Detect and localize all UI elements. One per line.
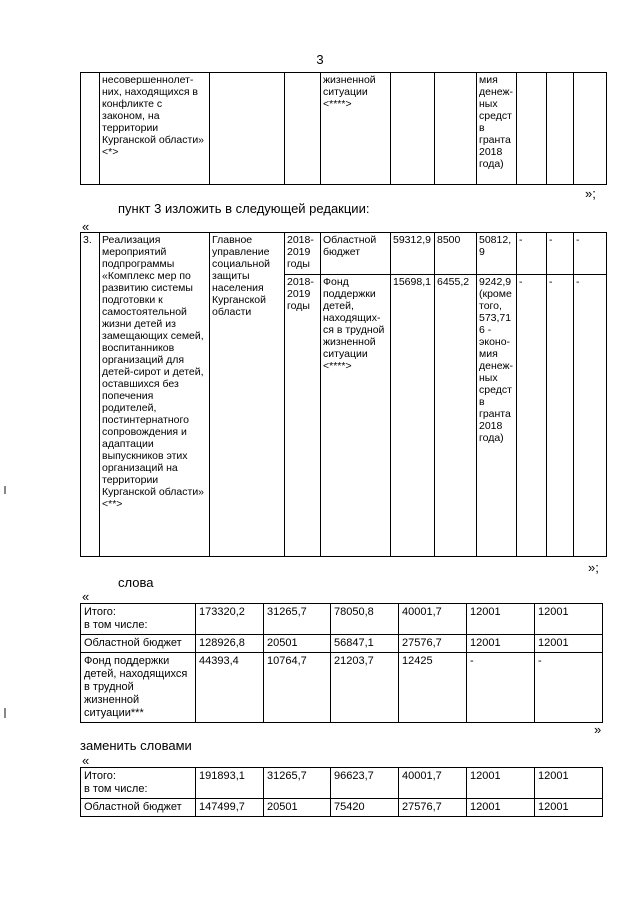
years-cell: 2018-2019 годы [285,233,321,275]
dash-cell: - [517,233,547,275]
value-cell: 12001 [535,604,603,635]
value-cell: 56847,1 [331,635,399,653]
note-cell: мия денеж-ных средст в гранта 2018 года) [477,73,517,185]
table-row [81,604,603,635]
value-cell: - [535,653,603,723]
value-cell: 12001 [467,635,535,653]
table-row [81,768,603,799]
funding-source-cell: Областной бюджет [321,233,391,275]
continuation-table [80,72,607,185]
value-cell: 21203,7 [331,653,399,723]
item-3-table [80,232,607,557]
dash-cell: - [574,233,607,275]
value-2018-cell: 8500 [435,233,477,275]
row-label: Областной бюджет [81,799,196,817]
value-2019-cell: 50812,9 [477,233,517,275]
value-cell: 78050,8 [331,604,399,635]
value-cell: 20501 [264,635,331,653]
value-cell: 147499,7 [196,799,264,817]
value-cell: 96623,7 [331,768,399,799]
opening-quote: « [82,589,90,604]
row-label: Итого: в том числе: [81,604,196,635]
table-row [81,653,603,723]
opening-quote: « [82,753,90,768]
value-cell: 27576,7 [399,635,467,653]
item-number: 3. [81,233,100,557]
value-2019-cell: 9242,9 (кроме того, 573,716 - эконо-мия денеж-ных средст в гранта 2018 года) [477,275,517,557]
table-row [81,799,603,817]
value-cell: 12001 [535,768,603,799]
value-cell: - [467,653,535,723]
task-name-cell: Реализация мероприятий подпрограммы «Комплекс мер по развитию системы подготовки к самостоятельной жизни детей из замещающих семей, воспитанников организаций для детей-сирот и детей, оставшихся без попечения родителей, постинтернатного сопровождения и адаптации выпускников этих организаций на территории Курганской области» <**> [100,233,210,557]
table-row [81,635,603,653]
scan-mark [4,486,6,494]
value-cell: 12425 [399,653,467,723]
row-label: Областной бюджет [81,635,196,653]
years-cell: 2018-2019 годы [285,275,321,557]
table-row [81,73,607,185]
table-row [81,233,607,275]
value-cell: 31265,7 [264,768,331,799]
closing-quote: »; [585,186,596,201]
value-cell: 75420 [331,799,399,817]
section-heading: слова [118,575,154,590]
row-label: Фонд поддержки детей, находящихся в трудной жизненной ситуации*** [81,653,196,723]
dash-cell: - [547,275,574,557]
funding-source-cell: жизненной ситуации <****> [321,73,391,185]
value-cell: 173320,2 [196,604,264,635]
value-cell: 31265,7 [264,604,331,635]
replacement-table [80,767,603,817]
value-cell: 27576,7 [399,799,467,817]
value-cell: 40001,7 [399,604,467,635]
opening-quote: « [82,219,90,234]
task-name-cell: несовершеннолет- них, находящихся в конфликте с законом, на территории Курганской области» <*> [100,73,210,185]
total-cell: 15698,1 [391,275,435,557]
words-table [80,603,603,723]
value-cell: 40001,7 [399,768,467,799]
value-cell: 12001 [467,799,535,817]
page-number: 3 [316,52,324,67]
value-cell: 12001 [535,635,603,653]
closing-quote: »; [588,560,599,575]
value-cell: 44393,4 [196,653,264,723]
value-cell: 12001 [535,799,603,817]
value-cell: 191893,1 [196,768,264,799]
value-2018-cell: 6455,2 [435,275,477,557]
value-cell: 128926,8 [196,635,264,653]
value-cell: 12001 [467,768,535,799]
row-label: Итого: в том числе: [81,768,196,799]
dash-cell: - [574,275,607,557]
total-cell: 59312,9 [391,233,435,275]
section-heading: пункт 3 изложить в следующей редакции: [118,201,370,216]
section-heading: заменить словами [80,738,192,753]
scan-mark [4,708,6,718]
value-cell: 10764,7 [264,653,331,723]
closing-quote: » [594,722,602,737]
funding-source-cell: Фонд поддержки детей, находящих-ся в трудной жизненной ситуации <****> [321,275,391,557]
value-cell: 12001 [467,604,535,635]
dash-cell: - [547,233,574,275]
dash-cell: - [517,275,547,557]
value-cell: 20501 [264,799,331,817]
executor-cell: Главное управление социальной защиты населения Курганской области [210,233,285,557]
